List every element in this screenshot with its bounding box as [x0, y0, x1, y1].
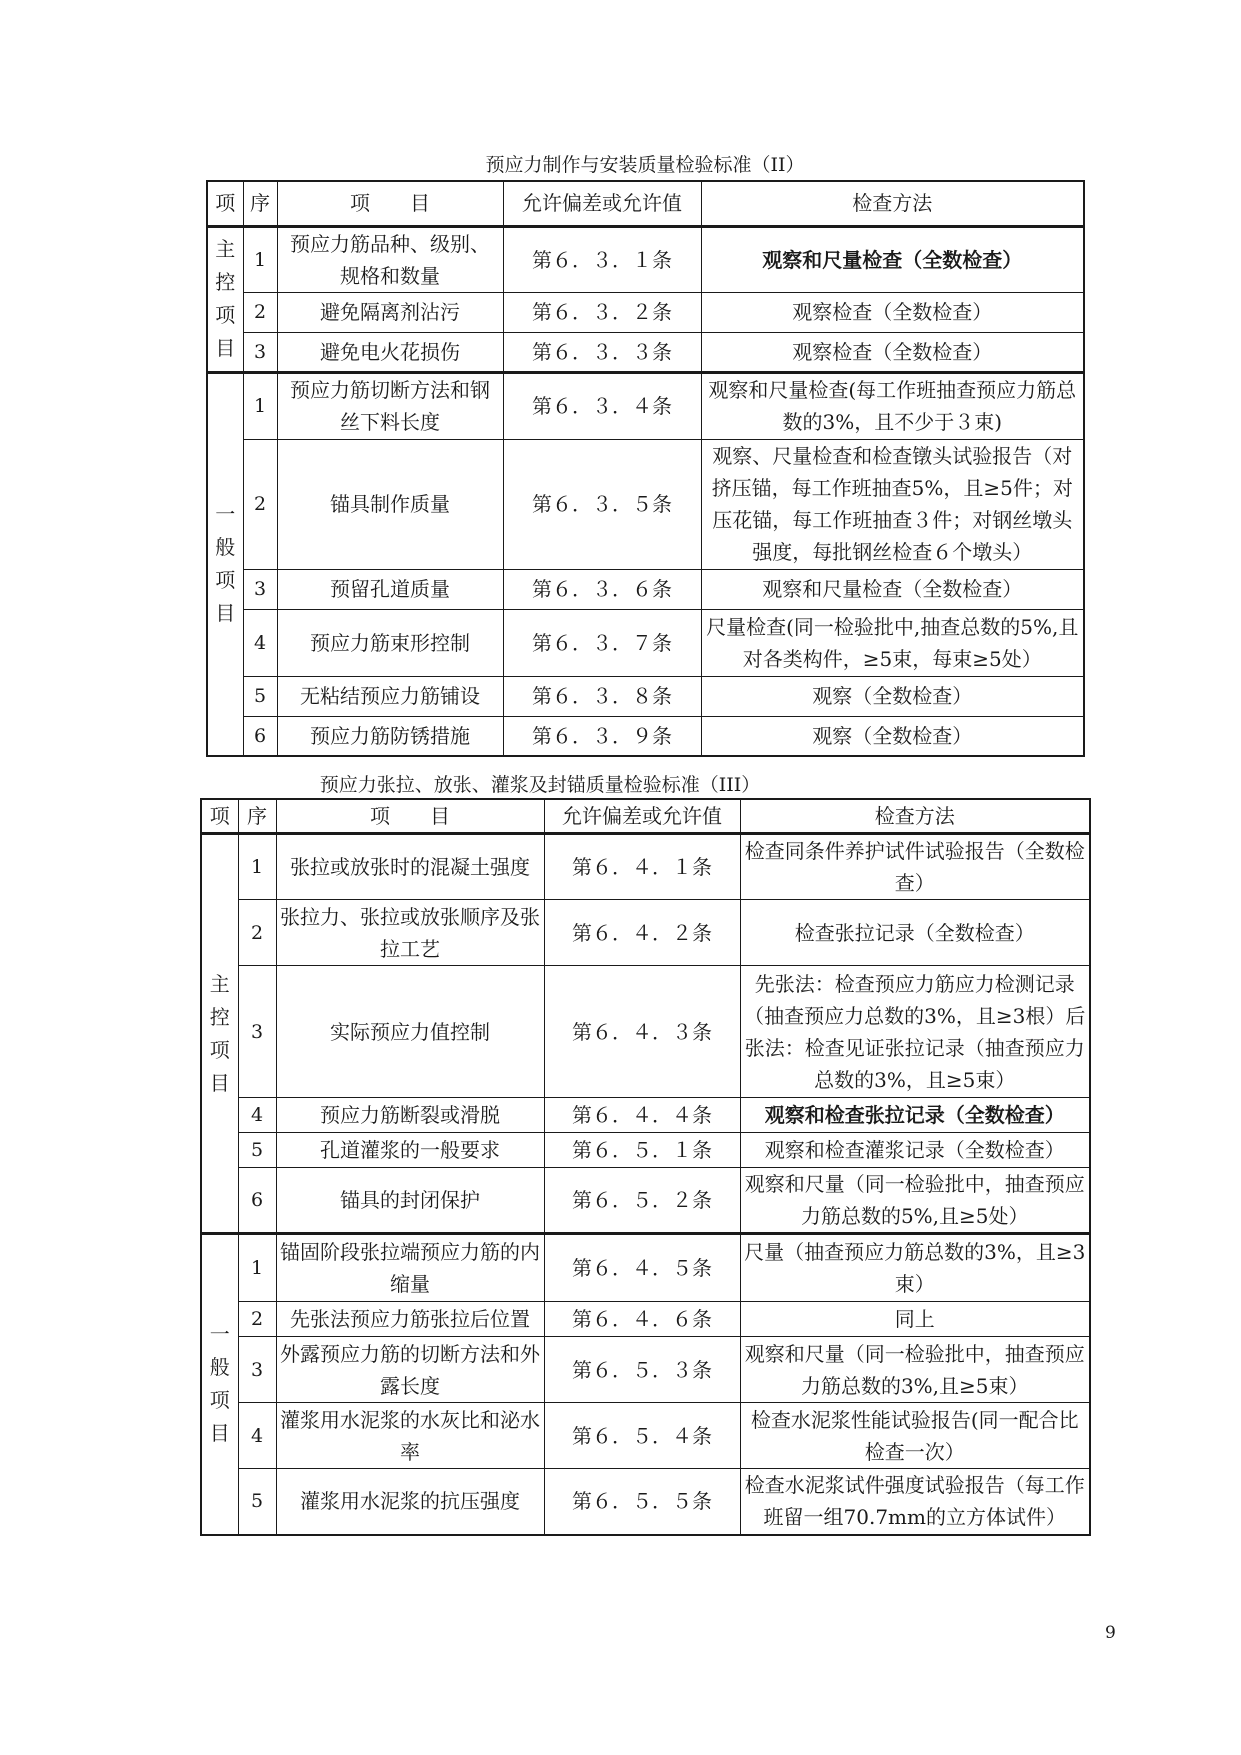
allowance-cell: 第６．３．６条	[503, 569, 701, 609]
table-row	[207, 569, 1084, 609]
category-main-control: 主控项目	[201, 834, 238, 1234]
header-seq: 序	[243, 181, 277, 226]
table-row	[201, 1337, 1090, 1403]
item-cell: 预应力筋断裂或滑脱	[276, 1098, 544, 1133]
allowance-cell: 第６．４．１条	[544, 834, 740, 900]
item-cell: 预应力筋束形控制	[277, 609, 503, 676]
method-cell: 观察检查（全数检查）	[701, 332, 1084, 372]
seq-cell: 5	[238, 1133, 276, 1168]
seq-cell: 6	[243, 716, 277, 756]
table-row	[201, 1469, 1090, 1535]
table-row	[207, 292, 1084, 332]
item-cell: 预应力筋品种、级别、规格和数量	[277, 226, 503, 292]
item-cell: 灌浆用水泥浆的抗压强度	[276, 1469, 544, 1535]
item-cell: 预留孔道质量	[277, 569, 503, 609]
allowance-cell: 第６．４．６条	[544, 1302, 740, 1337]
method-cell: 检查水泥浆试件强度试验报告（每工作班留一组70.7mm的立方体试件）	[740, 1469, 1090, 1535]
prestress-fabrication-table	[206, 180, 1085, 757]
header-allowance: 允许偏差或允许值	[544, 799, 740, 834]
table-row	[207, 372, 1084, 439]
header-item: 项 目	[276, 799, 544, 834]
allowance-cell: 第６．３．９条	[503, 716, 701, 756]
method-cell: 检查同条件养护试件试验报告（全数检查）	[740, 834, 1090, 900]
seq-cell: 5	[238, 1469, 276, 1535]
allowance-cell: 第６．３．４条	[503, 372, 701, 439]
table-row	[207, 716, 1084, 756]
allowance-cell: 第６．４．３条	[544, 966, 740, 1098]
item-cell: 锚具制作质量	[277, 439, 503, 569]
method-cell: 观察检查（全数检查）	[701, 292, 1084, 332]
table-row	[201, 1403, 1090, 1469]
seq-cell: 2	[238, 1302, 276, 1337]
method-cell: 观察（全数检查）	[701, 676, 1084, 716]
allowance-cell: 第６．４．５条	[544, 1234, 740, 1302]
table-row	[201, 834, 1090, 900]
header-category: 项	[207, 181, 243, 226]
method-cell: 尺量（抽查预应力筋总数的3%，且≥3束）	[740, 1234, 1090, 1302]
allowance-cell: 第６．５．５条	[544, 1469, 740, 1535]
method-cell: 尺量检查(同一检验批中,抽查总数的5%,且对各类构件，≥5束，每束≥5处）	[701, 609, 1084, 676]
category-main-control: 主控项目	[207, 226, 243, 372]
item-cell: 先张法预应力筋张拉后位置	[276, 1302, 544, 1337]
item-cell: 无粘结预应力筋铺设	[277, 676, 503, 716]
seq-cell: 2	[238, 900, 276, 966]
item-cell: 孔道灌浆的一般要求	[276, 1133, 544, 1168]
item-cell: 张拉力、张拉或放张顺序及张拉工艺	[276, 900, 544, 966]
seq-cell: 1	[243, 226, 277, 292]
header-method: 检查方法	[701, 181, 1084, 226]
seq-cell: 5	[243, 676, 277, 716]
method-cell: 观察（全数检查）	[701, 716, 1084, 756]
table-header-row	[207, 181, 1084, 226]
table-row	[207, 609, 1084, 676]
table-row	[207, 676, 1084, 716]
category-general: 一般项目	[207, 372, 243, 756]
allowance-cell: 第６．４．４条	[544, 1098, 740, 1133]
item-cell: 避免电火花损伤	[277, 332, 503, 372]
page-number: 9	[1105, 1623, 1116, 1643]
method-cell: 观察、尺量检查和检查镦头试验报告（对挤压锚，每工作班抽查5%，且≥5件；对压花锚，每工作班抽查３件；对钢丝墩头强度，每批钢丝检查６个墩头）	[701, 439, 1084, 569]
item-cell: 实际预应力值控制	[276, 966, 544, 1098]
seq-cell: 3	[243, 569, 277, 609]
method-cell: 观察和尺量检查(每工作班抽查预应力筋总数的3%，且不少于３束)	[701, 372, 1084, 439]
method-cell: 检查水泥浆性能试验报告(同一配合比检查一次）	[740, 1403, 1090, 1469]
table-row	[201, 966, 1090, 1098]
header-method: 检查方法	[740, 799, 1090, 834]
table-row	[207, 226, 1084, 292]
allowance-cell: 第６．３．７条	[503, 609, 701, 676]
table-row	[201, 1133, 1090, 1168]
seq-cell: 4	[243, 609, 277, 676]
seq-cell: 2	[243, 292, 277, 332]
seq-cell: 1	[238, 1234, 276, 1302]
allowance-cell: 第６．５．４条	[544, 1403, 740, 1469]
method-cell: 观察和尺量（同一检验批中，抽查预应力筋总数的5%,且≥5处）	[740, 1168, 1090, 1234]
method-cell: 检查张拉记录（全数检查）	[740, 900, 1090, 966]
table-row	[201, 1234, 1090, 1302]
table-row	[201, 1302, 1090, 1337]
prestress-tension-grouting-table	[200, 798, 1091, 1536]
item-cell: 预应力筋切断方法和钢丝下料长度	[277, 372, 503, 439]
method-cell: 观察和尺量检查（全数检查）	[701, 569, 1084, 609]
seq-cell: 3	[243, 332, 277, 372]
method-cell: 观察和尺量检查（全数检查）	[701, 226, 1084, 292]
method-cell: 观察和检查张拉记录（全数检查）	[740, 1098, 1090, 1133]
header-allowance: 允许偏差或允许值	[503, 181, 701, 226]
allowance-cell: 第６．３．２条	[503, 292, 701, 332]
allowance-cell: 第６．３．１条	[503, 226, 701, 292]
item-cell: 张拉或放张时的混凝土强度	[276, 834, 544, 900]
table-row	[201, 1168, 1090, 1234]
method-cell: 观察和检查灌浆记录（全数检查）	[740, 1133, 1090, 1168]
table-row	[201, 1098, 1090, 1133]
allowance-cell: 第６．５．３条	[544, 1337, 740, 1403]
seq-cell: 3	[238, 1337, 276, 1403]
item-cell: 灌浆用水泥浆的水灰比和泌水率	[276, 1403, 544, 1469]
table2-caption: 预应力张拉、放张、灌浆及封锚质量检验标准（III）	[319, 774, 761, 796]
table-row	[207, 439, 1084, 569]
method-cell: 观察和尺量（同一检验批中，抽查预应力筋总数的3%,且≥5束）	[740, 1337, 1090, 1403]
category-general: 一般项目	[201, 1234, 238, 1535]
header-item: 项 目	[277, 181, 503, 226]
seq-cell: 1	[238, 834, 276, 900]
item-cell: 锚固阶段张拉端预应力筋的内缩量	[276, 1234, 544, 1302]
seq-cell: 1	[243, 372, 277, 439]
seq-cell: 2	[243, 439, 277, 569]
seq-cell: 4	[238, 1098, 276, 1133]
table-header-row	[201, 799, 1090, 834]
item-cell: 预应力筋防锈措施	[277, 716, 503, 756]
table1-caption: 预应力制作与安装质量检验标准（II）	[485, 154, 805, 176]
item-cell: 外露预应力筋的切断方法和外露长度	[276, 1337, 544, 1403]
seq-cell: 3	[238, 966, 276, 1098]
item-cell: 避免隔离剂沾污	[277, 292, 503, 332]
header-category: 项	[201, 799, 238, 834]
allowance-cell: 第６．４．２条	[544, 900, 740, 966]
method-cell: 先张法：检查预应力筋应力检测记录（抽查预应力总数的3%，且≥3根）后张法：检查见证张拉记录（抽查预应力总数的3%，且≥5束）	[740, 966, 1090, 1098]
table-row	[201, 900, 1090, 966]
table-row	[207, 332, 1084, 372]
header-seq: 序	[238, 799, 276, 834]
seq-cell: 4	[238, 1403, 276, 1469]
allowance-cell: 第６．３．５条	[503, 439, 701, 569]
item-cell: 锚具的封闭保护	[276, 1168, 544, 1234]
allowance-cell: 第６．５．２条	[544, 1168, 740, 1234]
seq-cell: 6	[238, 1168, 276, 1234]
allowance-cell: 第６．３．８条	[503, 676, 701, 716]
method-cell: 同上	[740, 1302, 1090, 1337]
allowance-cell: 第６．３．３条	[503, 332, 701, 372]
allowance-cell: 第６．５．１条	[544, 1133, 740, 1168]
